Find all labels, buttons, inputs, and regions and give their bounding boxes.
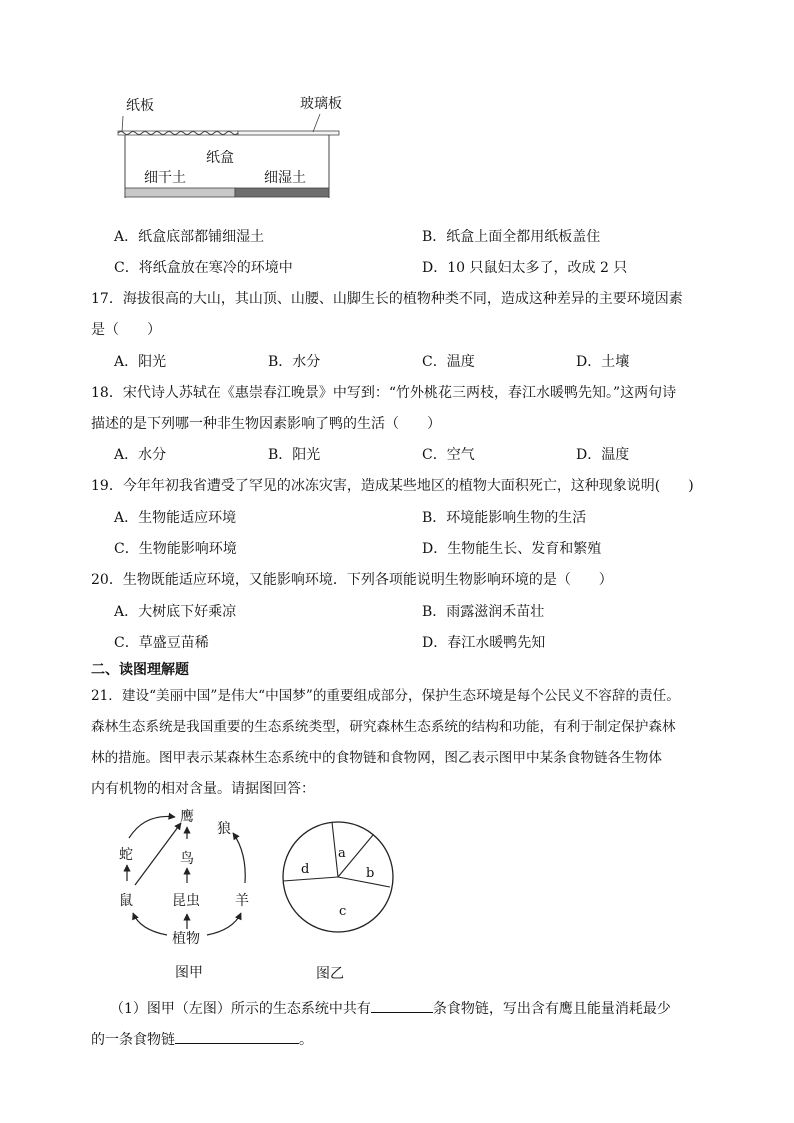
q16-option-b: B．纸盒上面全都用纸板盖住 — [422, 229, 601, 245]
q21-stem-line1: 21．建设“美丽中国”是伟大“中国梦”的重要组成部分，保护生态环境是每个公民义不容辞的责任。 — [91, 688, 680, 704]
food-web-caption: 图甲 — [175, 965, 203, 981]
node-wolf: 狼 — [217, 821, 231, 837]
section-heading: 二、读图理解题 — [91, 662, 189, 678]
answer-blank-food-chain[interactable] — [175, 1029, 299, 1044]
pie-label-c: c — [339, 904, 347, 919]
node-eagle: 鹰 — [180, 809, 194, 825]
q18-option-b: B．阳光 — [268, 447, 321, 463]
q17-option-b: B．水分 — [268, 354, 321, 370]
q20-option-d: D．春江水暖鸭先知 — [422, 635, 546, 651]
q17-option-d: D．土壤 — [576, 354, 630, 370]
q21-sub1-text-b: 条食物链，写出含有鹰且能量消耗最少 — [432, 1001, 671, 1017]
label-wet-soil: 细湿土 — [264, 170, 306, 186]
pie-label-d: d — [301, 862, 310, 877]
q20-option-c: C．草盛豆苗稀 — [114, 635, 209, 651]
q19-option-a: A．生物能适应环境 — [114, 510, 237, 526]
q19-option-c: C．生物能影响环境 — [114, 541, 237, 557]
q17-stem-line1: 17．海拔很高的大山，其山顶、山腰、山脚生长的植物种类不同，造成这种差异的主要环境因素 — [91, 291, 683, 307]
q21-stem-line2: 森林生态系统是我国重要的生态系统类型，研究森林生态系统的结构和功能，有利于制定保护森林 — [91, 719, 676, 735]
q16-option-d: D．10 只鼠妇太多了，改成 2 只 — [422, 260, 628, 276]
q19-option-b: B．环境能影响生物的生活 — [422, 510, 587, 526]
q21-sub1-text-d: 。 — [299, 1032, 313, 1048]
node-plant: 植物 — [172, 931, 200, 947]
q17-option-c: C．温度 — [422, 354, 475, 370]
q16-option-c: C．将纸盒放在寒冷的环境中 — [114, 260, 293, 276]
q21-sub1-line2 — [91, 1029, 313, 1050]
q21-stem-line3: 林的措施。图甲表示某森林生态系统中的食物链和食物网，图乙表示图甲中某条食物链各生物体 — [91, 750, 662, 766]
label-cardboard: 纸板 — [126, 98, 154, 114]
q20-option-b: B．雨露滋润禾苗壮 — [422, 604, 545, 620]
q17-option-a: A．阳光 — [114, 354, 167, 370]
node-sheep: 羊 — [235, 893, 249, 909]
pie-diagram — [275, 812, 405, 942]
node-insect: 昆虫 — [172, 893, 200, 909]
label-box: 纸盒 — [206, 150, 234, 166]
q20-option-a: A．大树底下好乘凉 — [114, 604, 237, 620]
q18-stem-line2: 描述的是下列哪一种非生物因素影响了鸭的生活（ ） — [91, 416, 441, 432]
q19-option-d: D．生物能生长、发育和繁殖 — [422, 541, 602, 557]
q18-option-d: D．温度 — [576, 447, 630, 463]
food-web-figure — [105, 805, 275, 985]
node-snake: 蛇 — [119, 847, 133, 863]
q19-stem-line1: 19．今年年初我省遭受了罕见的冰冻灾害，造成某些地区的植物大面积死亡，这种现象说明( ) — [91, 478, 694, 494]
answer-blank-count[interactable] — [371, 998, 433, 1013]
q21-sub1-text-a: （1）图甲（左图）所示的生态系统中共有 — [110, 1001, 371, 1017]
q18-stem-line1: 18．宋代诗人苏轼在《惠崇春江晚景》中写到：“竹外桃花三两枝，春江水暖鸭先知。”这两句诗 — [91, 385, 677, 401]
q21-sub1-text-c: 的一条食物链 — [91, 1032, 175, 1048]
q21-sub1-line1 — [110, 998, 671, 1019]
q16-option-a: A．纸盒底部都铺细湿土 — [114, 229, 265, 245]
q18-option-c: C．空气 — [422, 447, 475, 463]
pie-caption: 图乙 — [316, 966, 344, 982]
q20-stem-line1: 20．生物既能适应环境，又能影响环境．下列各项能说明生物影响环境的是（ ） — [91, 572, 613, 588]
pie-label-b: b — [366, 866, 375, 881]
pie-label-a: a — [338, 846, 346, 861]
label-dry-soil: 细干土 — [144, 170, 186, 186]
label-glass: 玻璃板 — [300, 96, 342, 112]
q21-stem-line4: 内有机物的相对含量。请据图回答： — [91, 781, 315, 797]
q18-option-a: A．水分 — [114, 447, 167, 463]
node-mouse: 鼠 — [119, 893, 133, 909]
pie-figure — [275, 812, 405, 984]
node-bird: 鸟 — [180, 851, 194, 867]
q17-stem-line2: 是（ ） — [91, 322, 161, 338]
box-experiment-figure — [110, 92, 360, 202]
